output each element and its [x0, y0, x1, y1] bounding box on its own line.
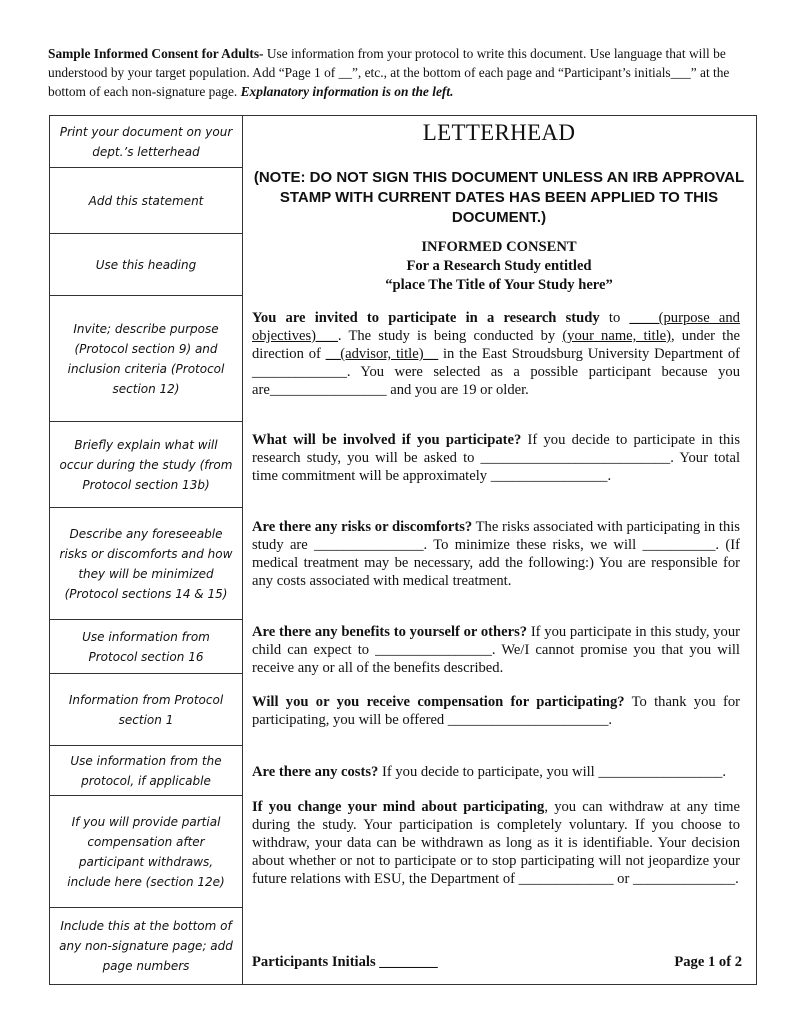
intro-instructions — [48, 44, 748, 101]
note-compensation: Information from Protocol section 1 — [50, 674, 242, 746]
note-heading: Use this heading — [50, 234, 242, 296]
benefits-text: If you participate in this study, your child can expect to ________________. We/I cannot promise you that you will receive any or all of the benefits described. — [252, 624, 740, 676]
heading-study-entitled: For a Research Study entitled — [406, 258, 592, 274]
note-risks: Describe any foreseeable risks or discomforts and how they will be minimized (Protocol sections 14 & 15) — [50, 508, 242, 620]
withdraw-lead: If you change your mind about participating — [252, 799, 545, 815]
compensation-paragraph — [252, 693, 740, 729]
invite-text-4: in the East Stroudsburg University Department of _____________. You were selected as a possible participant because you are________________ and you are 19 or older. — [252, 346, 740, 398]
risks-text: The risks associated with participating in this study are _______________. To minimize these risks, we will __________. (If medical treatment may be necessary, add the following:) You are responsible for any costs associated with medical treatment. — [252, 519, 740, 589]
costs-paragraph — [252, 763, 740, 781]
intro-italic-note: Explanatory information is on the left. — [240, 84, 454, 99]
note-invite: Invite; describe purpose (Protocol section 9) and inclusion criteria (Protocol section 12) — [50, 296, 242, 422]
intro-text: Use information from your protocol to write this document. Use language that will be understood by your target population. Add “Page 1 of __”, etc., at the bottom of each page and “Participant’s initials___” at the bottom of each non-signature page. — [48, 46, 730, 99]
invite-text-2: . The study is being conducted by — [337, 328, 563, 344]
heading-informed-consent: INFORMED CONSENT — [421, 239, 577, 255]
consent-template-frame — [49, 115, 757, 985]
compensation-text: To thank you for participating, you will be offered ______________________. — [252, 694, 740, 728]
note-costs: Use information from the protocol, if applicable — [50, 746, 242, 796]
participant-initials: Participants Initials ________ — [252, 954, 438, 970]
irb-note: (NOTE: DO NOT SIGN THIS DOCUMENT UNLESS AN IRB APPROVAL STAMP WITH CURRENT DATES HAS BEEN APPLIED TO THIS DOCUMENT.) — [253, 169, 745, 226]
risks-paragraph — [252, 518, 740, 590]
costs-text: If you decide to participate, you will _________________. — [378, 764, 727, 780]
invite-lead: You are invited to participate in a research study — [252, 310, 600, 326]
invite-paragraph — [252, 309, 740, 399]
invite-purpose-blank: ____(purpose and objectives)___ — [252, 310, 740, 344]
costs-lead: Are there any costs? — [252, 764, 379, 780]
note-benefits: Use information from Protocol section 16 — [50, 620, 242, 674]
consent-document-column — [242, 115, 757, 985]
letterhead-title: LETTERHEAD — [422, 120, 576, 145]
invite-name-blank: (your name, title) — [562, 328, 672, 344]
invite-text-3: , under the direction of — [252, 328, 740, 362]
involved-paragraph — [252, 431, 740, 485]
withdraw-paragraph — [252, 798, 740, 888]
involved-text: If you decide to participate in this research study, you will be asked to __________________________. Your total time commitment will be approximately ________________. — [252, 432, 740, 484]
note-footer: Include this at the bottom of any non-signature page; add page numbers — [59, 919, 233, 973]
note-withdraw: If you will provide partial compensation after participant withdraws, include here (section 12e) — [50, 796, 242, 908]
benefits-lead: Are there any benefits to yourself or others? — [252, 624, 528, 640]
note-letterhead: Print your document on your dept.’s letterhead — [50, 116, 242, 168]
heading-study-title: “place The Title of Your Study here” — [385, 277, 613, 293]
note-statement: Add this statement — [50, 168, 242, 234]
intro-title: Sample Informed Consent for Adults- — [48, 46, 264, 61]
note-procedures: Briefly explain what will occur during the study (from Protocol section 13b) — [50, 422, 242, 508]
benefits-paragraph — [252, 623, 740, 677]
risks-lead: Are there any risks or discomforts? — [252, 519, 473, 535]
invite-advisor-blank: __(advisor, title)__ — [325, 346, 439, 362]
page-number: Page 1 of 2 — [674, 954, 742, 970]
withdraw-text: , you can withdraw at any time during the study. Your participation is completely voluntary. If you choose to withdraw, your data can be withdrawn as long as it is identifiable. Your decision about whether or not to participate or to stop participating will not jeopardize your future relations with ESU, the Department of _____________ or ______________. — [252, 799, 740, 887]
consent-heading — [242, 238, 756, 295]
invite-text-1: to — [599, 310, 630, 326]
explanatory-column — [49, 115, 243, 985]
compensation-lead: Will you or you receive compensation for participating? — [252, 694, 625, 710]
involved-lead: What will be involved if you participate? — [252, 432, 522, 448]
